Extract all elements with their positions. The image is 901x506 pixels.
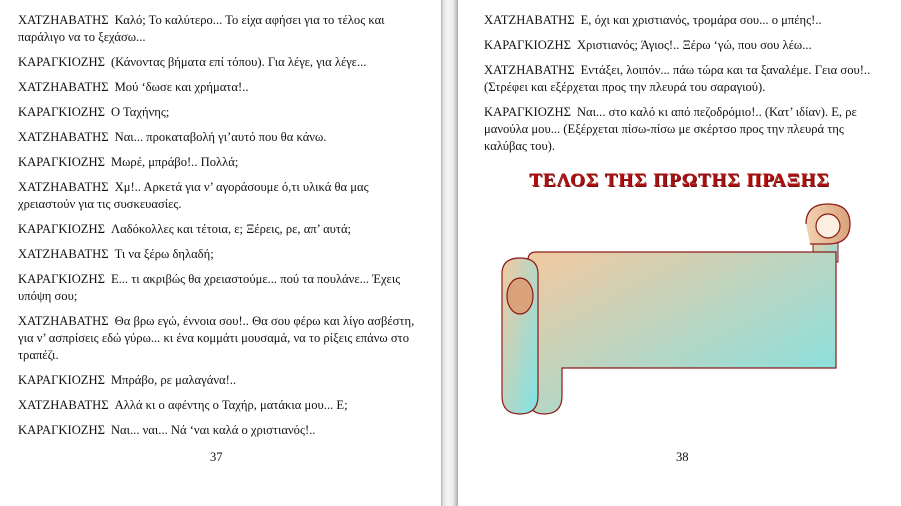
dialogue-line [484, 62, 889, 96]
scroll-banner-illustration [488, 200, 868, 430]
dialogue-line [18, 129, 423, 146]
dialogue-line [484, 12, 889, 29]
dialogue-line [18, 246, 423, 263]
speaker-name: ΧΑΤΖΗΑΒΑΤΗΣ [18, 130, 109, 144]
speaker-name: ΚΑΡΑΓΚΙΟΖΗΣ [18, 373, 105, 387]
dialogue-speech: Τι να ξέρω δηλαδή; [114, 247, 214, 261]
dialogue-speech: Μπράβο, ρε μαλαγάνα!.. [110, 373, 237, 387]
dialogue-speech: Ε, όχι και χριστιανός, τρομάρα σου... ο μπέης!.. [580, 13, 822, 27]
dialogue-text-right [484, 12, 889, 163]
dialogue-line [18, 397, 423, 414]
speaker-name: ΚΑΡΑΓΚΙΟΖΗΣ [18, 272, 105, 286]
page-number: 37 [210, 450, 223, 464]
speaker-name: ΧΑΤΖΗΑΒΑΤΗΣ [18, 314, 109, 328]
dialogue-line [484, 104, 889, 155]
book-gutter [441, 0, 458, 506]
dialogue-speech: Εντάξει, λοιπόν... πάω τώρα και τα ξαναλέμε. Γεια σου!.. (Στρέφει και εξέρχεται προς την πλευρά του σαραγιού). [484, 63, 871, 94]
page-37 [0, 0, 441, 506]
dialogue-speech: Μωρέ, μπράβο!.. Πολλά; [110, 155, 239, 169]
speaker-name: ΧΑΤΖΗΑΒΑΤΗΣ [18, 398, 109, 412]
speaker-name: ΧΑΤΖΗΑΒΑΤΗΣ [484, 63, 575, 77]
dialogue-speech: Θα βρω εγώ, έννοια σου!.. Θα σου φέρω και λίγο ασβέστη, για ν’ ασπρίσεις εδώ γύρω... κι ένα κομμάτι μουσαμά, να το ρίξεις επάνω στο τραπέζι. [18, 314, 415, 362]
dialogue-speech: Ναι... προκαταβολή γι’αυτό που θα κάνω. [114, 130, 327, 144]
speaker-name: ΧΑΤΖΗΑΒΑΤΗΣ [18, 180, 109, 194]
dialogue-speech: Ναι... ναι... Νά ‘ναι καλά ο χριστιανός!.. [110, 423, 316, 437]
dialogue-line [18, 54, 423, 71]
page-38 [458, 0, 901, 506]
dialogue-speech: Ε... τι ακριβώς θα χρειαστούμε... πού τα πουλάνε... Έχεις υπόψη σου; [18, 272, 401, 303]
dialogue-speech: Χμ!.. Αρκετά για ν’ αγοράσουμε ό,τι υλικά θα μας χρειαστούν για τις συσκευασίες. [18, 180, 369, 211]
speaker-name: ΚΑΡΑΓΚΙΟΖΗΣ [484, 105, 571, 119]
dialogue-speech: Ναι... στο καλό κι από πεζοδρόμιο!.. (Κατ’ ιδίαν). Ε, ρε μανούλα μου... (Εξέρχεται πίσω-πίσω με σκέρτσο προς την πλευρά της καλύβας του). [484, 105, 857, 153]
dialogue-line [484, 37, 889, 54]
dialogue-line [18, 104, 423, 121]
dialogue-speech: Χριστιανός; Άγιος!.. Ξέρω ‘γώ, που σου λέω... [576, 38, 812, 52]
dialogue-speech: Καλό; Το καλύτερο... Το είχα αφήσει για το τέλος και παράλιγο να το ξεχάσω... [18, 13, 385, 44]
dialogue-speech: (Κάνοντας βήματα επί τόπου). Για λέγε, για λέγε... [110, 55, 367, 69]
dialogue-speech: Λαδόκολλες και τέτοια, ε; Ξέρεις, ρε, απ’ αυτά; [110, 222, 352, 236]
dialogue-text-left [18, 12, 423, 447]
speaker-name: ΧΑΤΖΗΑΒΑΤΗΣ [484, 13, 575, 27]
dialogue-line [18, 271, 423, 305]
end-of-act-title: ΤΕΛΟΣ ΤΗΣ ΠΡΩΤΗΣ ΠΡΑΞΗΣ [529, 170, 830, 191]
page-number: 38 [676, 450, 689, 464]
dialogue-speech: Αλλά κι ο αφέντης ο Ταχήρ, ματάκια μου... Ε; [114, 398, 348, 412]
dialogue-line [18, 313, 423, 364]
dialogue-line [18, 154, 423, 171]
speaker-name: ΚΑΡΑΓΚΙΟΖΗΣ [18, 222, 105, 236]
speaker-name: ΚΑΡΑΓΚΙΟΖΗΣ [484, 38, 571, 52]
speaker-name: ΚΑΡΑΓΚΙΟΖΗΣ [18, 423, 105, 437]
speaker-name: ΧΑΤΖΗΑΒΑΤΗΣ [18, 247, 109, 261]
dialogue-speech: Ο Ταχήνης; [110, 105, 170, 119]
speaker-name: ΚΑΡΑΓΚΙΟΖΗΣ [18, 55, 105, 69]
dialogue-line [18, 221, 423, 238]
speaker-name: ΧΑΤΖΗΑΒΑΤΗΣ [18, 13, 109, 27]
dialogue-line [18, 179, 423, 213]
speaker-name: ΚΑΡΑΓΚΙΟΖΗΣ [18, 105, 105, 119]
dialogue-line [18, 422, 423, 439]
dialogue-line [18, 79, 423, 96]
speaker-name: ΚΑΡΑΓΚΙΟΖΗΣ [18, 155, 105, 169]
dialogue-speech: Μού ‘δωσε και χρήματα!.. [114, 80, 249, 94]
dialogue-line [18, 372, 423, 389]
dialogue-line [18, 12, 423, 46]
speaker-name: ΧΑΤΖΗΑΒΑΤΗΣ [18, 80, 109, 94]
